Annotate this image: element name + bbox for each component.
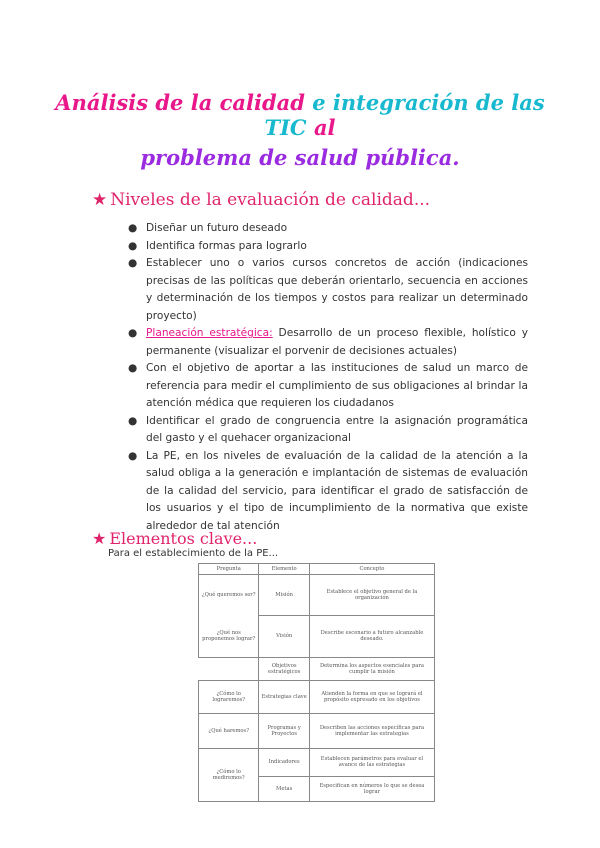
- planeacion-link[interactable]: Planeación estratégica:: [146, 327, 273, 339]
- star-icon: ★: [92, 190, 108, 210]
- table-cell: ¿Qué queremos ser?: [199, 575, 259, 616]
- list-item: ● Establecer uno o varios cursos concretos de acción (indicaciones precisas de las políticas que deberán orientarlo, secuencia en acciones y determinación de los tiempos y costos para realizar un determinado proyecto): [128, 257, 528, 322]
- table-row: [199, 749, 435, 777]
- elements-table: [198, 563, 435, 802]
- table-cell: Indicadores: [259, 749, 309, 777]
- list-item: ● Planeación estratégica: Desarrollo de un proceso flexible, holístico y permanente (visualizar el porvenir de decisiones actuales): [128, 327, 528, 357]
- bullet-icon: ●: [128, 257, 138, 269]
- bullet-icon: ●: [128, 449, 138, 462]
- table-cell: Programas y Proyectos: [259, 714, 309, 749]
- table-header: Pregunta: [199, 564, 259, 575]
- table-row: [199, 615, 435, 658]
- table-header: Elemento: [259, 564, 309, 575]
- section-heading-niveles: ★ Niveles de la evaluación de calidad...: [92, 190, 431, 210]
- table-cell: Metas: [259, 776, 309, 801]
- page-title-line-2: problema de salud pública.: [140, 145, 460, 170]
- list-item: ● La PE, en los niveles de evaluación de la calidad de la atención a la salud obliga a la generación e implantación de sistemas de evaluación de la calidad del servicio, para identificar el grado de satisfacción de los usuarios y el tipo de incumplimiento de la normativa que existe alrededor de tal atención: [128, 449, 528, 532]
- bullet-list: [126, 220, 528, 535]
- table-cell: Especifican en números lo que se desea lograr: [309, 776, 434, 801]
- page-title-line-1: [40, 90, 560, 140]
- table-cell: ¿Qué haremos?: [199, 714, 259, 749]
- star-icon: ★: [92, 529, 107, 548]
- table-cell: ¿Cómo lo lograremos?: [199, 681, 259, 714]
- table-cell: Atienden la forma en que se logrará el propósito expresado en los objetivos: [309, 681, 434, 714]
- section-subtitle: Para el establecimiento de la PE...: [108, 548, 279, 559]
- bullet-icon: ●: [128, 239, 138, 252]
- table-cell: Visión: [259, 615, 309, 658]
- list-item: ● Diseñar un futuro deseado: [126, 220, 528, 238]
- bullet-icon: ●: [128, 414, 138, 427]
- list-item: ● Identifica formas para lograrlo: [126, 238, 528, 256]
- table-row: [199, 681, 435, 714]
- table-cell: Misión: [259, 575, 309, 616]
- list-item: ● Con el objetivo de aportar a las instituciones de salud un marco de referencia para medir el cumplimiento de sus obligaciones al brindar la atención médica que requieren los ciudadanos: [128, 362, 528, 409]
- table-cell: Describe escenario a futuro alcanzable deseado.: [309, 615, 434, 658]
- bullet-icon: ●: [128, 327, 138, 339]
- bullet-icon: ●: [128, 222, 138, 234]
- table-cell: Establecen parámetros para evaluar el avance de las estrategias: [309, 749, 434, 777]
- title-part-1: Análisis de la calidad: [55, 90, 305, 115]
- table-row: [199, 658, 435, 681]
- table-cell: ¿Qué nos proponemos lograr?: [199, 615, 259, 658]
- table-header: Concepto: [309, 564, 434, 575]
- table-cell: Estrategias clave: [259, 681, 309, 714]
- table-header-row: [199, 564, 435, 575]
- table-cell: Describen las acciones específicas para implementar las estrategias: [309, 714, 434, 749]
- table-row: [199, 714, 435, 749]
- table-cell: Establece el objetivo general de la organización: [309, 575, 434, 616]
- table-cell: Determina los aspectos esenciales para cumplir la misión: [309, 658, 434, 681]
- title-part-3: al: [313, 115, 336, 140]
- table-cell: ¿Cómo lo mediremos?: [199, 749, 259, 802]
- list-item: ● Identificar el grado de congruencia entre la asignación programática del gasto y el quehacer organizacional: [128, 414, 528, 444]
- section-heading-elementos: ★ Elementos clave...: [92, 529, 258, 548]
- table-cell: Objetivos estratégicos: [259, 658, 309, 681]
- table-row: [199, 575, 435, 616]
- title-part-2: e integración de las TIC: [264, 90, 545, 140]
- bullet-icon: ●: [128, 362, 138, 374]
